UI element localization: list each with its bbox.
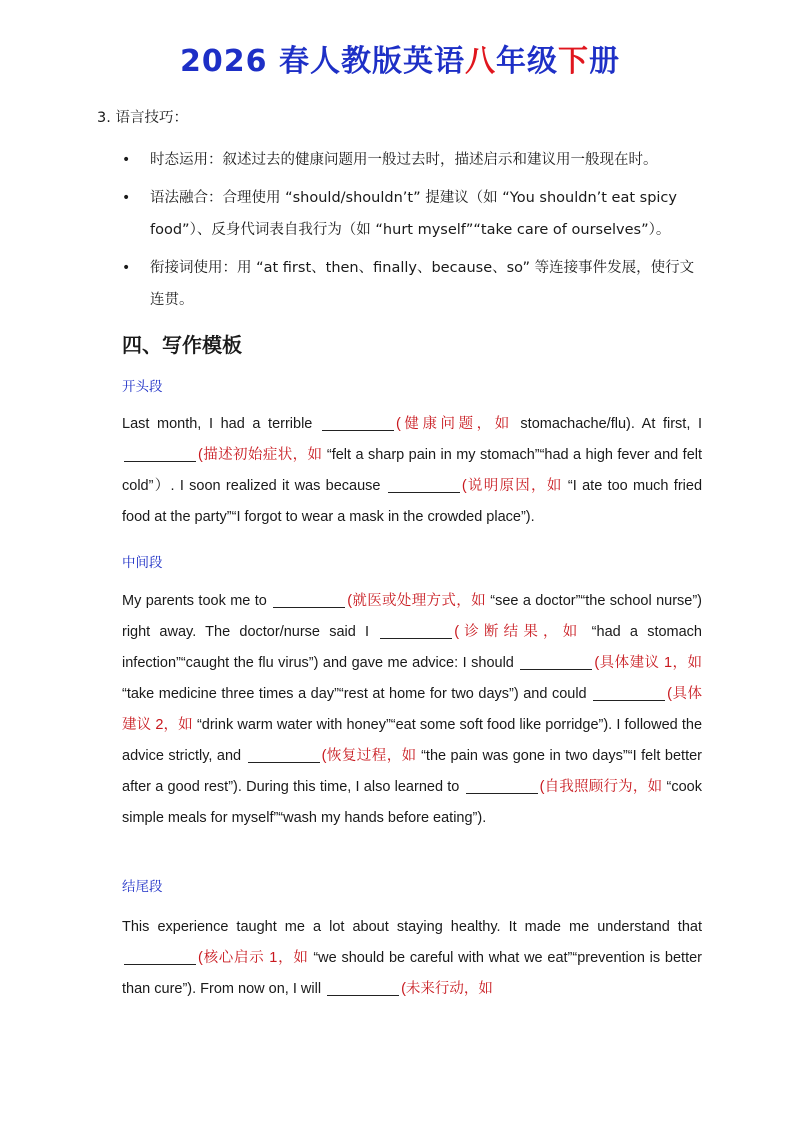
closing-paragraph: This experience taught me a lot about staying healthy. It made me understand that (核心启示 1，如 “we should be careful with what we eat”“prevention is better than cure”). From now on, I will (未来行动，如	[122, 919, 702, 997]
title-part-2: 八	[464, 44, 496, 79]
hint-text: (具体建议 1，如	[594, 655, 702, 671]
title-part-3: 年级	[495, 44, 558, 79]
list-item: • 语法融合：合理使用 “should/shouldn’t” 提建议（如 “You shouldn’t eat spicy food”）、反身代词表自我行为（如 “hurt myself”“take care of ourselves”）。	[122, 182, 704, 246]
hint-text: (描述初始症状，如	[198, 447, 323, 463]
hint-text: (核心启示 1，如	[198, 950, 309, 966]
hint-text: (恢复过程，如	[321, 748, 417, 764]
hint-text: (就医或处理方式，如	[347, 593, 486, 609]
opening-paragraph: Last month, I had a terrible (健康问题，如 stomachache/flu). At first, I (描述初始症状，如 “felt a sharp pain in my stomach”“had a high fever and felt cold”）. I soon realized it was because (说明原因，如 “I ate too much fried food at the party”“I forgot to wear a mask in the crowded place”).	[122, 416, 703, 525]
hint-text: (未来行动，如	[401, 981, 493, 997]
section-3-label: 3. 语言技巧：	[97, 110, 188, 126]
hint-text: (诊断结果，如	[454, 624, 583, 640]
fill-blank[interactable]	[273, 593, 345, 609]
hint-text: (健康问题，如	[395, 416, 513, 432]
title-part-5: 册	[588, 44, 620, 79]
fill-blank[interactable]	[124, 447, 196, 463]
list-item: • 时态运用：叙述过去的健康问题用一般过去时，描述启示和建议用一般现在时。	[122, 144, 704, 176]
list-item: • 衔接词使用：用 “at first、then、finally、because、so” 等连接事件发展，使行文连贯。	[122, 252, 704, 316]
middle-paragraph: My parents took me to (就医或处理方式，如 “see a doctor”“the school nurse”) right away. The doctor/nurse said I (诊断结果，如 “had a stomach infection”“caught the flu virus”) and gave me advice: I should (具体建议 1，如 “take medicine three times a day”“rest at home for two days”) and could (具体建议 2，如 “drink warm water with honey”“eat some soft food like porridge”). I followed the advice strictly, and (恢复过程，如 “the pain was gone in two days”“I felt better after a good rest”). During this time, I also learned to (自我照顾行为，如 “cook simple meals for myself”“wash my hands before eating”).	[122, 593, 703, 826]
fill-blank[interactable]	[322, 416, 394, 432]
section-heading-writing-template: 四、写作模板	[122, 333, 242, 357]
fill-blank[interactable]	[466, 779, 538, 795]
fill-blank[interactable]	[388, 478, 460, 494]
opening-paragraph-label: 开头段	[122, 379, 163, 395]
hint-text: (自我照顾行为，如	[539, 779, 663, 795]
fill-blank[interactable]	[124, 950, 196, 966]
fill-blank[interactable]	[593, 686, 665, 702]
fill-blank[interactable]	[520, 655, 592, 671]
fill-blank[interactable]	[248, 748, 320, 764]
fill-blank[interactable]	[380, 624, 452, 640]
hint-text: (说明原因，如	[461, 478, 563, 494]
fill-blank[interactable]	[327, 981, 399, 997]
hint-text: (具体建议 2，如	[122, 686, 702, 733]
language-skills-list	[122, 144, 704, 322]
page-title	[0, 42, 800, 82]
middle-paragraph-label: 中间段	[122, 555, 163, 571]
title-part-4: 下	[557, 44, 589, 79]
closing-paragraph-label: 结尾段	[122, 879, 163, 895]
title-part-1: 2026 春人教版英语	[180, 44, 465, 79]
